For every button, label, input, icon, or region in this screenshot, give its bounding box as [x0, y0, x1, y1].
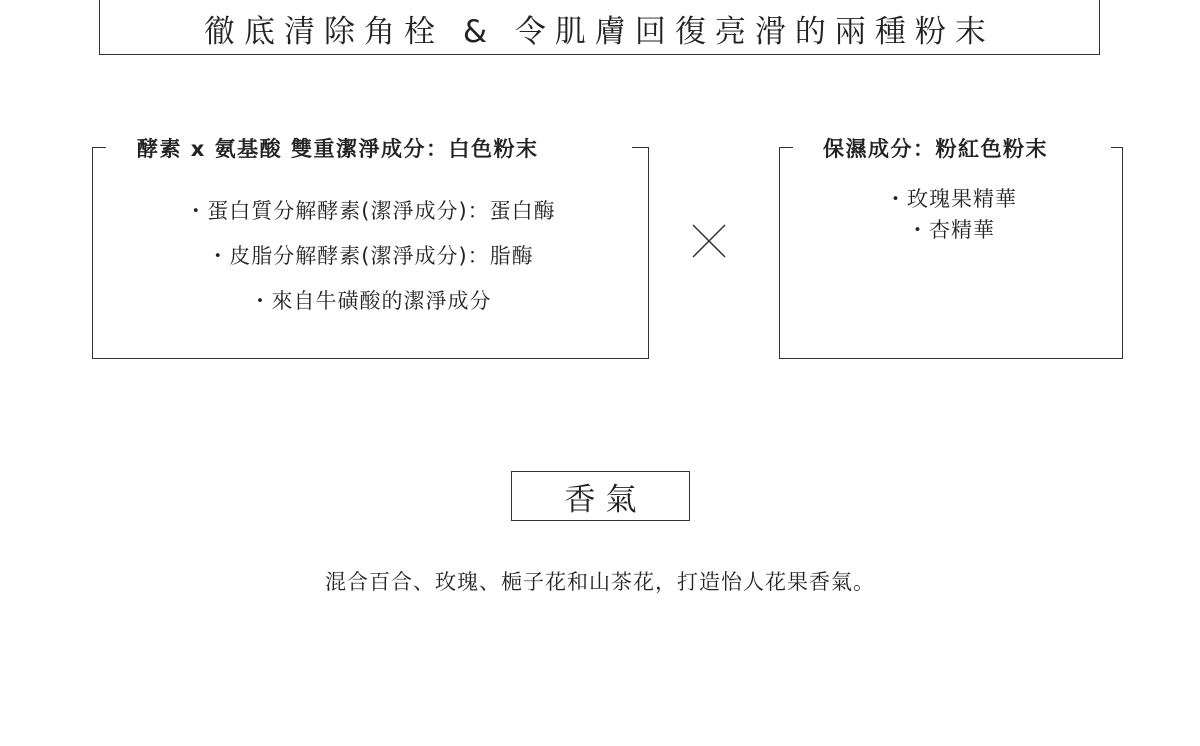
fragrance-description: 混合百合、玫瑰、梔子花和山茶花，打造怡人花果香氣。 [325, 570, 875, 594]
list-item: ・皮脂分解酵素(潔淨成分)：脂酶 [207, 244, 534, 268]
box-top-edge-left [93, 147, 106, 148]
cleansing-ingredients-box [92, 137, 649, 359]
top-banner [99, 0, 1100, 55]
fragrance-title-box [511, 471, 690, 521]
box-top-edge-left [780, 147, 793, 148]
moisturizing-section-heading: 保濕成分：粉紅色粉末 [823, 137, 1048, 161]
box-top-edge-right [632, 147, 648, 148]
list-item: ・玫瑰果精華 [885, 187, 1017, 211]
cleansing-section-heading: 酵素 x 氨基酸 雙重潔淨成分：白色粉末 [137, 137, 539, 161]
list-item: ・杏精華 [907, 218, 995, 242]
box-top-edge-right [1111, 147, 1122, 148]
multiply-icon [692, 224, 726, 258]
list-item: ・蛋白質分解酵素(潔淨成分)：蛋白酶 [185, 199, 556, 223]
moisturizing-ingredient-list [780, 187, 1122, 249]
cleansing-ingredient-list [93, 199, 648, 334]
fragrance-title: 香氣 [564, 481, 647, 518]
list-item: ・來自牛磺酸的潔淨成分 [249, 289, 492, 313]
moisturizing-ingredients-box [779, 137, 1123, 359]
banner-title: 徹底清除角栓 & 令肌膚回復亮滑的兩種粉末 [204, 14, 995, 50]
